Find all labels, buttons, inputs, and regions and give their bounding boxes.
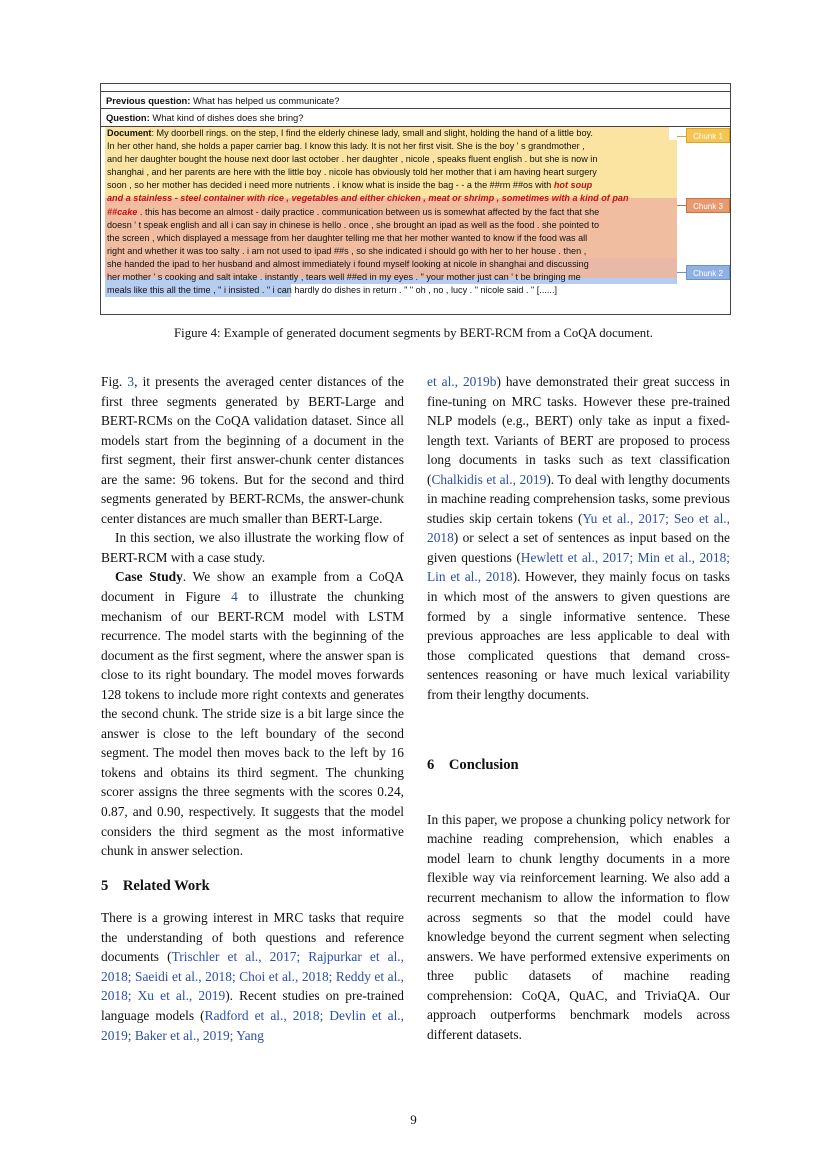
answer-span: ##cake bbox=[107, 206, 138, 217]
question-label: Question: bbox=[106, 112, 150, 123]
page-number: 9 bbox=[410, 1112, 417, 1127]
document-line: the screen , which displayed a message from her daughter telling me that her mother wanted to know if the food was all bbox=[105, 232, 677, 245]
document-line: Document: My doorbell rings. on the step, I find the elderly chinese lady, small and slight, holding the hand of a little boy. bbox=[105, 127, 677, 140]
document-line: right and whether it was too salty . i am not used to ipad ##s , so she indicated i should go with her to her house . then , bbox=[105, 245, 677, 258]
document-line bbox=[105, 192, 677, 205]
previous-question-row bbox=[101, 91, 730, 109]
section-heading: 5 Related Work bbox=[101, 877, 210, 894]
left-column bbox=[101, 372, 404, 1045]
chunk-1-connector bbox=[677, 136, 686, 137]
chunk-2-label: Chunk 2 bbox=[686, 265, 730, 280]
answer-span: hot soup bbox=[553, 180, 593, 191]
question-text: What kind of dishes does she bring? bbox=[149, 112, 304, 123]
paragraph: There is a growing interest in MRC tasks that require the understanding of both questions and reference documents (Trischler et al., 2017; Rajpurkar et al., 2018; Saeidi et al., 2018; Choi et al., 2018; Reddy et al., 2018; Xu et al., 2019). Recent studies on pre-trained language models (Radford et al., 2018; Devlin et al., 2019; Baker et al., 2019; Yang bbox=[101, 910, 405, 1043]
document-line: In her other hand, she holds a paper carrier bag. I know this lady. It is not her first visit. She is the boy ' s grandmother , bbox=[105, 140, 677, 153]
paragraph: Case Study. We show an example from a CoQA document in Figure 4 to illustrate the chunking mechanism of our BERT-RCM model with LSTM recurrence. The model starts with the beginning of the document as the first segment, where the answer span is close to its right boundary. The model moves forwards 128 tokens to include more right contexts and generates the second chunk. The stride size is a bit large since the answer is close to the left boundary of the second segment. The model then moves back to the left by 16 tokens and obtains its third segment. The chunking scorer assigns the three segments with the scores 0.24, 0.87, and 0.90, respectively. It suggests that the model considers the third segment as the most informative chunk in answer selection. bbox=[101, 569, 404, 859]
previous-question-label: Previous question: bbox=[106, 95, 191, 106]
document-text bbox=[105, 127, 677, 297]
figure-ref-link[interactable]: 3 bbox=[127, 374, 135, 389]
citation-link[interactable]: Yu et al., 2017; Seo et al., 2018 bbox=[427, 510, 730, 546]
answer-span: and a stainless - steel container with rice , vegetables and either chicken , meat or shrimp , sometimes with a kind of pan bbox=[107, 193, 629, 204]
chunk-3-connector bbox=[677, 205, 686, 206]
document-line: she handed the ipad to her husband and almost immediately i found myself looking at nicole in shanghai and discussing bbox=[105, 258, 677, 271]
citation-link[interactable]: Radford et al., 2018; Devlin et al., 2019; Baker et al., 2019; Yang bbox=[101, 1007, 404, 1043]
document-line: meals like this all the time , " i insisted . " i can hardly do dishes in return . " " oh , no , lucy . " nicole said . " [......] bbox=[105, 284, 677, 297]
document-line: her mother ' s cooking and salt intake . instantly , tears well ##ed in my eyes . " your mother just can ' t be bringing me bbox=[105, 271, 677, 284]
citation-link[interactable]: Trischler et al., 2017; Rajpurkar et al., 2018; Saeidi et al., 2018; Choi et al., 2018; Reddy et al., 2018; Xu et al., 2019 bbox=[101, 949, 404, 1004]
document-line: soon , so her mother has decided i need more nutrients . i know what is inside the bag - - a the ##rm ##os with hot soup bbox=[105, 179, 677, 192]
document-line: and her daughter bought the house next door last october . her daughter , nicole , speaks fluent english . but she is now in bbox=[105, 153, 677, 166]
chunk-1-label: Chunk 1 bbox=[686, 128, 730, 143]
document-line: doesn ' t speak english and all i can say in chinese is hello . once , she brought an ipad as well as the food . she pointed to bbox=[105, 219, 677, 232]
document-line: shanghai , and her parents are here with the little boy . nicole has obviously told her mother that i am having heart surgery bbox=[105, 166, 677, 179]
chunk-2-connector bbox=[677, 272, 686, 273]
previous-question-text: What has helped us communicate? bbox=[190, 95, 340, 106]
paragraph: In this paper, we propose a chunking policy network for machine reading comprehension, which enables a model learn to chunk lengthy documents in a more flexible way via reinforcement learning. We also add a recurrent mechanism to allow the information to flow across segments so that the model could have knowledge beyond the current segment when selecting answers. We have performed extensive experiments on three public datasets of machine reading comprehension: CoQA, QuAC, and TriviaQA. Our approach outperforms benchmark models across different datasets. bbox=[427, 811, 730, 1042]
figure-ref-link[interactable]: 4 bbox=[231, 589, 238, 605]
citation-link[interactable]: Chalkidis et al., 2019 bbox=[431, 471, 547, 487]
section-heading: 6 Conclusion bbox=[427, 757, 519, 774]
figure-4 bbox=[100, 83, 731, 315]
right-column bbox=[427, 372, 730, 1044]
figure-caption: Figure 4: Example of generated document segments by BERT-RCM from a CoQA document. bbox=[174, 326, 653, 340]
paragraph: In this section, we also illustrate the working flow of BERT-RCM with a case study. bbox=[101, 530, 404, 565]
case-study-label: Case Study bbox=[115, 569, 183, 585]
document-line: ##cake . this has become an almost - daily practice . communication between us is somewhat affected by the fact that she bbox=[105, 206, 677, 219]
citation-link[interactable]: Hewlett et al., 2017; Min et al., 2018; Lin et al., 2018 bbox=[427, 549, 730, 585]
document-label: Document bbox=[107, 128, 152, 138]
question-row bbox=[101, 109, 730, 127]
paragraph: et al., 2019b) have demonstrated their great success in fine-tuning on MRC tasks. However these pre-trained NLP models (e.g., BERT) only take as input a fixed-length text. Variants of BERT are proposed to process long documents in tasks such as text classification (Chalkidis et al., 2019). To deal with lengthy documents in machine reading comprehension tasks, some previous studies skip certain tokens (Yu et al., 2017; Seo et al., 2018) or select a set of sentences as input based on the given questions (Hewlett et al., 2017; Min et al., 2018; Lin et al., 2018). However, they mainly focus on tasks in which most of the answers to given questions are formed by a single informative sentence. These previous approaches are less applicable to deal with those complicated questions that demand cross-sentences reasoning or have much lexical variability from their lengthy documents. bbox=[427, 374, 730, 702]
citation-link[interactable]: et al., 2019b bbox=[427, 374, 497, 389]
paragraph: Fig. 3, it presents the averaged center distances of the first three segments generated by BERT-Large and BERT-RCMs on the CoQA validation dataset. Since all models start from the beginning of a document in the first segment, their first answer-chunk center distances are the same: 96 tokens. But for the second and third segments generated by BERT-RCMs, the answer-chunk center distances are much smaller than BERT-Large. bbox=[101, 374, 404, 526]
chunk-3-label: Chunk 3 bbox=[686, 198, 730, 213]
